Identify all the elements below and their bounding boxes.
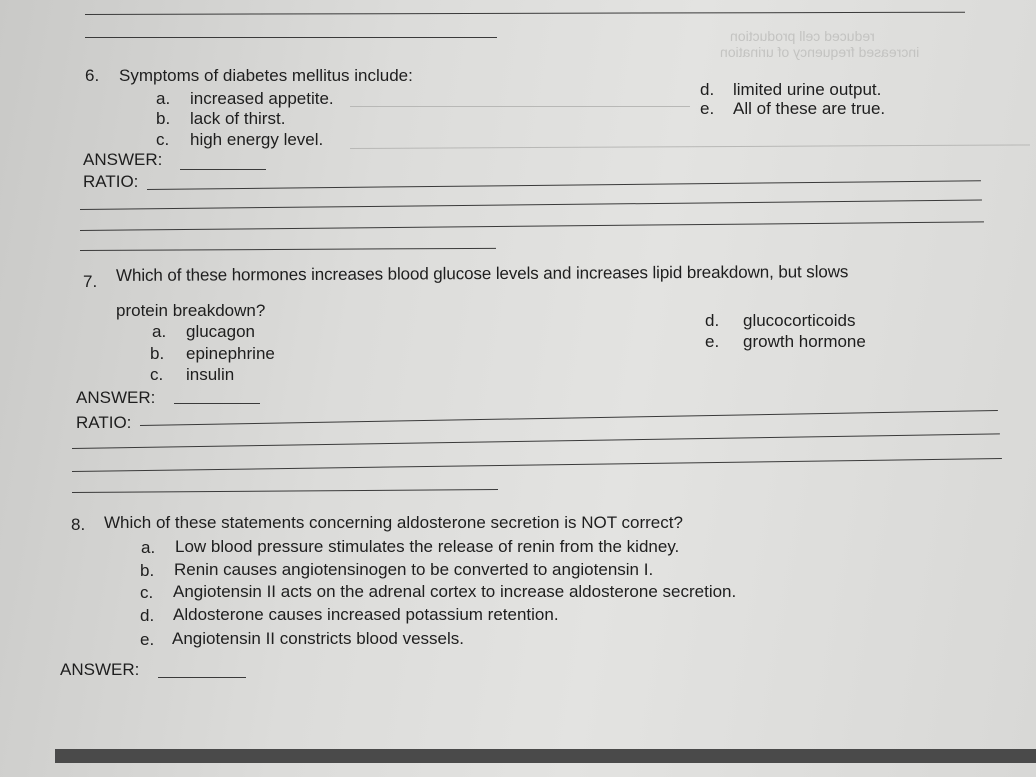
answer-label: ANSWER:	[76, 388, 156, 407]
answer-blank[interactable]	[158, 677, 246, 678]
answer-line	[85, 37, 497, 38]
answer-blank[interactable]	[180, 169, 266, 170]
option-letter: d.	[140, 606, 155, 625]
question-number: 7.	[83, 272, 98, 291]
option-text: high energy level.	[190, 130, 324, 149]
question-number: 6.	[85, 66, 100, 85]
option-text: increased appetite.	[190, 89, 334, 108]
answer-label: ANSWER:	[60, 660, 140, 679]
question-number: 8.	[71, 515, 86, 534]
option-text: growth hormone	[743, 332, 866, 351]
option-text: limited urine output.	[733, 80, 882, 99]
option-text: glucagon	[186, 322, 256, 341]
question-prompt-line2: protein breakdown?	[116, 301, 266, 320]
option-text: Angiotensin II constricts blood vessels.	[172, 629, 464, 648]
ratio-line[interactable]	[72, 489, 498, 493]
bleed-through-text: reduced cell production	[730, 28, 875, 44]
question-prompt: Which of these statements concerning aldosterone secretion is NOT correct?	[104, 513, 683, 532]
option-letter: e.	[700, 99, 715, 118]
option-letter: b.	[140, 561, 155, 580]
answer-label: ANSWER:	[83, 150, 163, 169]
option-text: insulin	[186, 365, 235, 384]
option-text: lack of thirst.	[190, 109, 286, 128]
option-letter: b.	[150, 344, 165, 363]
ratio-line[interactable]	[72, 458, 1002, 472]
option-letter: a.	[141, 538, 156, 557]
ratio-label: RATIO:	[83, 172, 139, 191]
option-letter: b.	[156, 109, 171, 128]
option-text: Renin causes angiotensinogen to be converted to angiotensin I.	[174, 560, 654, 579]
faint-line	[350, 144, 1030, 149]
option-text: Angiotensin II acts on the adrenal cortex to increase aldosterone secretion.	[173, 582, 737, 601]
ratio-line[interactable]	[80, 200, 982, 210]
ratio-label: RATIO:	[76, 413, 132, 432]
option-letter: c.	[150, 365, 164, 384]
answer-blank[interactable]	[174, 403, 260, 404]
ratio-line[interactable]	[147, 180, 981, 190]
option-text: Aldosterone causes increased potassium retention.	[173, 605, 559, 624]
option-text: All of these are true.	[733, 99, 886, 118]
answer-line	[85, 12, 965, 15]
option-letter: d.	[705, 311, 720, 330]
ratio-line[interactable]	[80, 248, 496, 251]
question-prompt: Symptoms of diabetes mellitus include:	[119, 66, 413, 85]
option-letter: e.	[705, 332, 720, 351]
option-text: Low blood pressure stimulates the release of renin from the kidney.	[175, 537, 680, 556]
bleed-through-text: increased frequency of urination	[720, 44, 920, 60]
ratio-line[interactable]	[72, 433, 1000, 449]
option-letter: c.	[140, 583, 154, 602]
ratio-line[interactable]	[80, 221, 984, 231]
faint-line	[350, 106, 690, 107]
option-text: glucocorticoids	[743, 311, 856, 330]
option-letter: e.	[140, 630, 155, 649]
option-letter: d.	[700, 80, 715, 99]
page-edge-bar	[55, 749, 1036, 763]
option-text: epinephrine	[186, 344, 275, 363]
option-letter: a.	[152, 322, 167, 341]
option-letter: c.	[156, 130, 170, 149]
question-prompt-line1: Which of these hormones increases blood glucose levels and increases lipid breakdown, but slows	[115, 262, 849, 285]
option-letter: a.	[156, 89, 171, 108]
ratio-line[interactable]	[140, 410, 998, 426]
